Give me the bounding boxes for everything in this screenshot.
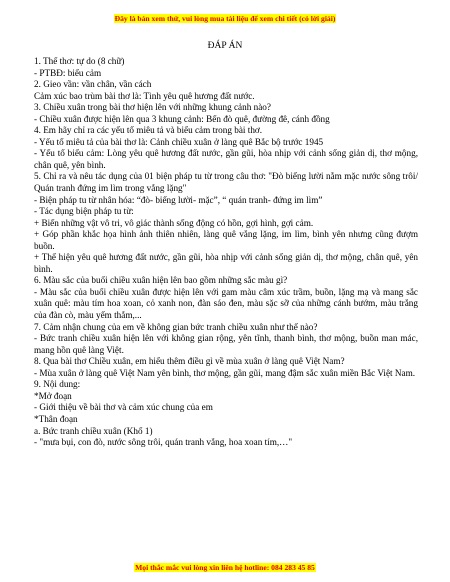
answer-line: 6. Màu sắc của buổi chiều xuân hiện lên bao gồm những sắc màu gì? xyxy=(34,275,288,286)
answer-line: - Yếu tố biểu cảm: Lòng yêu quê hương đất nước, gần gũi, hòa nhịp với cảnh sống giản dị, thơ mộng, chân quê, yên bình. xyxy=(34,148,418,170)
answer-line: 4. Em hãy chỉ ra các yếu tố miêu tả và biểu cảm trong bài thơ. xyxy=(34,125,263,136)
answer-line: + Thể hiện yêu quê hương đất nước, gần gũi, hòa nhịp với cảnh sống giản dị, thơ mộng, chân quê, yên bình. xyxy=(34,252,418,274)
answer-line: + Góp phần khắc họa hình ảnh thiên nhiên, làng quê vắng lặng, im lìm, bình yên nhưng cũng đượm buồn. xyxy=(34,229,418,251)
answer-line: 8. Qua bài thơ Chiều xuân, em hiểu thêm điều gì về mùa xuân ở làng quê Việt Nam? xyxy=(34,356,345,367)
answer-line: - Tác dụng biện pháp tu từ: xyxy=(34,206,134,217)
answer-line: 5. Chỉ ra và nêu tác dụng của 01 biện pháp tu từ trong câu thơ: "Đò biếng lười nằm mặc nước sông trôi/ Quán tranh đứng im lìm trong vắng lặng" xyxy=(34,171,418,194)
answer-line: a. Bức tranh chiều xuân (Khổ 1) xyxy=(34,425,153,436)
answer-line: 3. Chiều xuân trong bài thơ hiện lên với những khung cảnh nào? xyxy=(34,102,271,113)
answer-body xyxy=(34,56,418,449)
answer-line: Cảm xúc bao trùm bài thơ là: Tình yêu quê hương đất nước. xyxy=(34,90,255,101)
answer-line: 1. Thể thơ: tự do (8 chữ) xyxy=(34,56,125,66)
answer-line: 7. Cảm nhận chung của em về không gian bức tranh chiều xuân như thế nào? xyxy=(34,321,318,332)
answer-line: + Biến những vật vô tri, vô giác thành sống động có hồn, gợi hình, gợi cảm. xyxy=(34,217,314,228)
answer-line: - Bức tranh chiều xuân hiện lên với không gian rộng, yên tĩnh, thanh bình, thơ mộng, buồn man mác, mang hồn quê làng Việt. xyxy=(34,333,418,355)
answer-line: *Mở đoạn xyxy=(34,390,72,401)
answer-line: - PTBĐ: biểu cảm xyxy=(34,67,102,78)
hotline-text: Mọi thắc mắc vui lòng xin liên hệ hotline: 084 283 45 85 xyxy=(135,563,315,572)
answer-line: 2. Gieo vần: vần chân, vần cách xyxy=(34,79,152,90)
document-title: ĐÁP ÁN xyxy=(207,41,243,51)
answer-line: - "mưa bụi, con đò, nước sông trôi, quán tranh vắng, hoa xoan tím,…" xyxy=(34,437,293,448)
answer-line: - Chiều xuân được hiện lên qua 3 khung cảnh: Bến đò quê, đường đê, cánh đồng xyxy=(34,113,330,124)
answer-line: - Màu sắc của buổi chiều xuân được hiện lên với gam màu câm xúc trầm, buồn, lặng mạ và mang sắc xuân quê: màu tím hoa xoan, cỏ xanh non, đàn sáo đen, màu sặc sỡ của những cánh bướm, màu trắng của đàn cò, màu yếm thắm,... xyxy=(34,286,418,321)
answer-line: - Mùa xuân ở làng quê Việt Nam yên bình, thơ mộng, gần gũi, mang đậm sắc xuân miền Bắc Việt Nam. xyxy=(34,367,416,378)
preview-notice-text: Đây là bản xem thử, vui lòng mua tài liệu để xem chi tiết (có lời giải) xyxy=(114,14,336,23)
answer-line: - Giới thiệu về bài thơ và cảm xúc chung của em xyxy=(34,402,213,413)
answer-line: *Thân đoạn xyxy=(34,413,78,424)
answer-line: 9. Nội dung: xyxy=(34,379,81,390)
hotline-banner xyxy=(0,563,450,572)
answer-line: - Biện pháp tu từ nhân hóa: “đò- biếng lười- mặc”, “ quán tranh- đứng im lìm” xyxy=(34,194,323,205)
answer-line: - Yếu tố miêu tả của bài thơ là: Cảnh chiều xuân ở làng quê Bắc bộ trước 1945 xyxy=(34,136,324,147)
preview-notice-banner xyxy=(0,14,450,23)
